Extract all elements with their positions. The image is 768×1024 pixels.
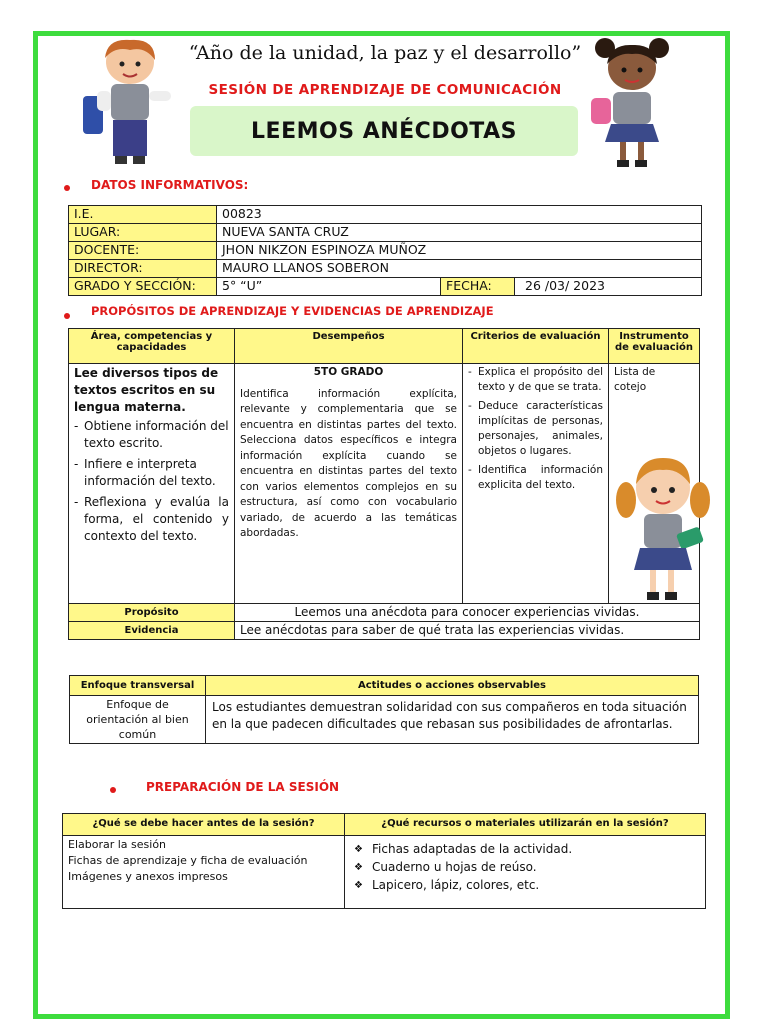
table-row [70,696,699,744]
col-area: Área, competencias y capacidades [69,329,235,364]
grado-value: 5° “U” [217,278,441,296]
col-enfoque: Enfoque transversal [70,676,206,696]
desempenos-cell [235,364,463,604]
ie-value: 00823 [217,206,702,224]
list-item: ❖ Cuaderno u hojas de reúso. [350,859,700,875]
list-item: Imágenes y anexos impresos [68,870,228,883]
list-item: ❖ Fichas adaptadas de la actividad. [350,841,700,857]
col-instrumento: Instrumento de evaluación [609,329,700,364]
evidencia-value: Lee anécdotas para saber de qué trata las experiencias vividas. [235,622,700,640]
preparacion-table [62,813,706,909]
bullet-icon [110,787,116,793]
list-item: - Explica el propósito del texto y de que se trata. [468,365,603,395]
instrumento-value: Lista de cotejo [614,366,656,393]
table-row [69,622,700,640]
area-cell [69,364,235,604]
director-label: DIRECTOR: [69,260,217,278]
list-item: - Reflexiona y evalúa la forma, el contenido y contexto del texto. [74,494,229,545]
propositos-table [68,328,700,640]
bullet-icon [64,313,70,319]
motto: “Año de la unidad, la paz y el desarrollo” [188,42,582,64]
col-antes: ¿Qué se debe hacer antes de la sesión? [63,814,345,836]
table-row [69,278,702,296]
col-criterios: Criterios de evaluación [463,329,609,364]
table-row [69,604,700,622]
table-row [69,242,702,260]
page-title: LEEMOS ANÉCDOTAS [190,106,578,156]
director-value: MAURO LLANOS SOBERON [217,260,702,278]
fecha-label: FECHA: [441,278,515,296]
evidencia-label: Evidencia [69,622,235,640]
table-row [63,836,706,909]
proposito-value: Leemos una anécdota para conocer experiencias vividas. [235,604,700,622]
proposito-label: Propósito [69,604,235,622]
col-desempenos: Desempeños [235,329,463,364]
col-actitudes: Actitudes o acciones observables [206,676,699,696]
ie-label: I.E. [69,206,217,224]
list-item: ❖ Lapicero, lápiz, colores, etc. [350,877,700,893]
list-item: Fichas de aprendizaje y ficha de evaluación [68,854,308,867]
grado-label: GRADO Y SECCIÓN: [69,278,217,296]
session-subtitle: SESIÓN DE APRENDIZAJE DE COMUNICACIÓN [208,82,562,98]
table-row [69,206,702,224]
table-row [69,364,700,604]
recursos-cell [345,836,706,909]
list-item: - Deduce características implícitas de personas, personajes, animales, objetos o lugares. [468,399,603,459]
girl-reading-illustration [612,450,712,605]
list-item: - Infiere e interpreta información del texto. [74,456,229,490]
lugar-label: LUGAR: [69,224,217,242]
actitud-value: Los estudiantes demuestran solidaridad con sus compañeros en toda situación en la que padecen dificultades que rebasan sus posibilidades de afrontarlas. [206,696,699,744]
docente-label: DOCENTE: [69,242,217,260]
list-item: - Identifica información explicita del texto. [468,463,603,493]
bullet-icon [64,185,70,191]
antes-cell [63,836,345,909]
enfoque-value: Enfoque de orientación al bien común [70,696,206,744]
list-item: - Obtiene información del texto escrito. [74,418,229,452]
col-recursos: ¿Qué recursos o materiales utilizarán en la sesión? [345,814,706,836]
enfoque-table [69,675,699,744]
table-row [69,224,702,242]
criterios-cell [463,364,609,604]
table-row [63,814,706,836]
table-row [70,676,699,696]
propositos-heading: PROPÓSITOS DE APRENDIZAJE Y EVIDENCIAS DE APRENDIZAJE [91,304,494,318]
table-row [69,260,702,278]
grado-header: 5TO GRADO [313,366,384,378]
list-item: Elaborar la sesión [68,838,167,851]
docente-value: JHON NIKZON ESPINOZA MUÑOZ [217,242,702,260]
datos-heading: DATOS INFORMATIVOS: [91,178,249,192]
competencia: Lee diversos tipos de textos escritos en su lengua materna. [74,366,219,414]
table-row [69,329,700,364]
desempeno-text: Identifica información explícita, relevante y complementaria que se encuentra en distintas partes del texto. Selecciona datos específicos e integra información explícita cuando se encuentra en distintas partes del texto con varios elementos complejos en su estructura, así como con vocabulario variado, de acuerdo a las temáticas abordadas. [240,387,457,539]
datos-table [68,205,702,296]
lugar-value: NUEVA SANTA CRUZ [217,224,702,242]
fecha-value: 26 /03/ 2023 [515,278,702,296]
preparacion-heading: PREPARACIÓN DE LA SESIÓN [146,780,340,794]
